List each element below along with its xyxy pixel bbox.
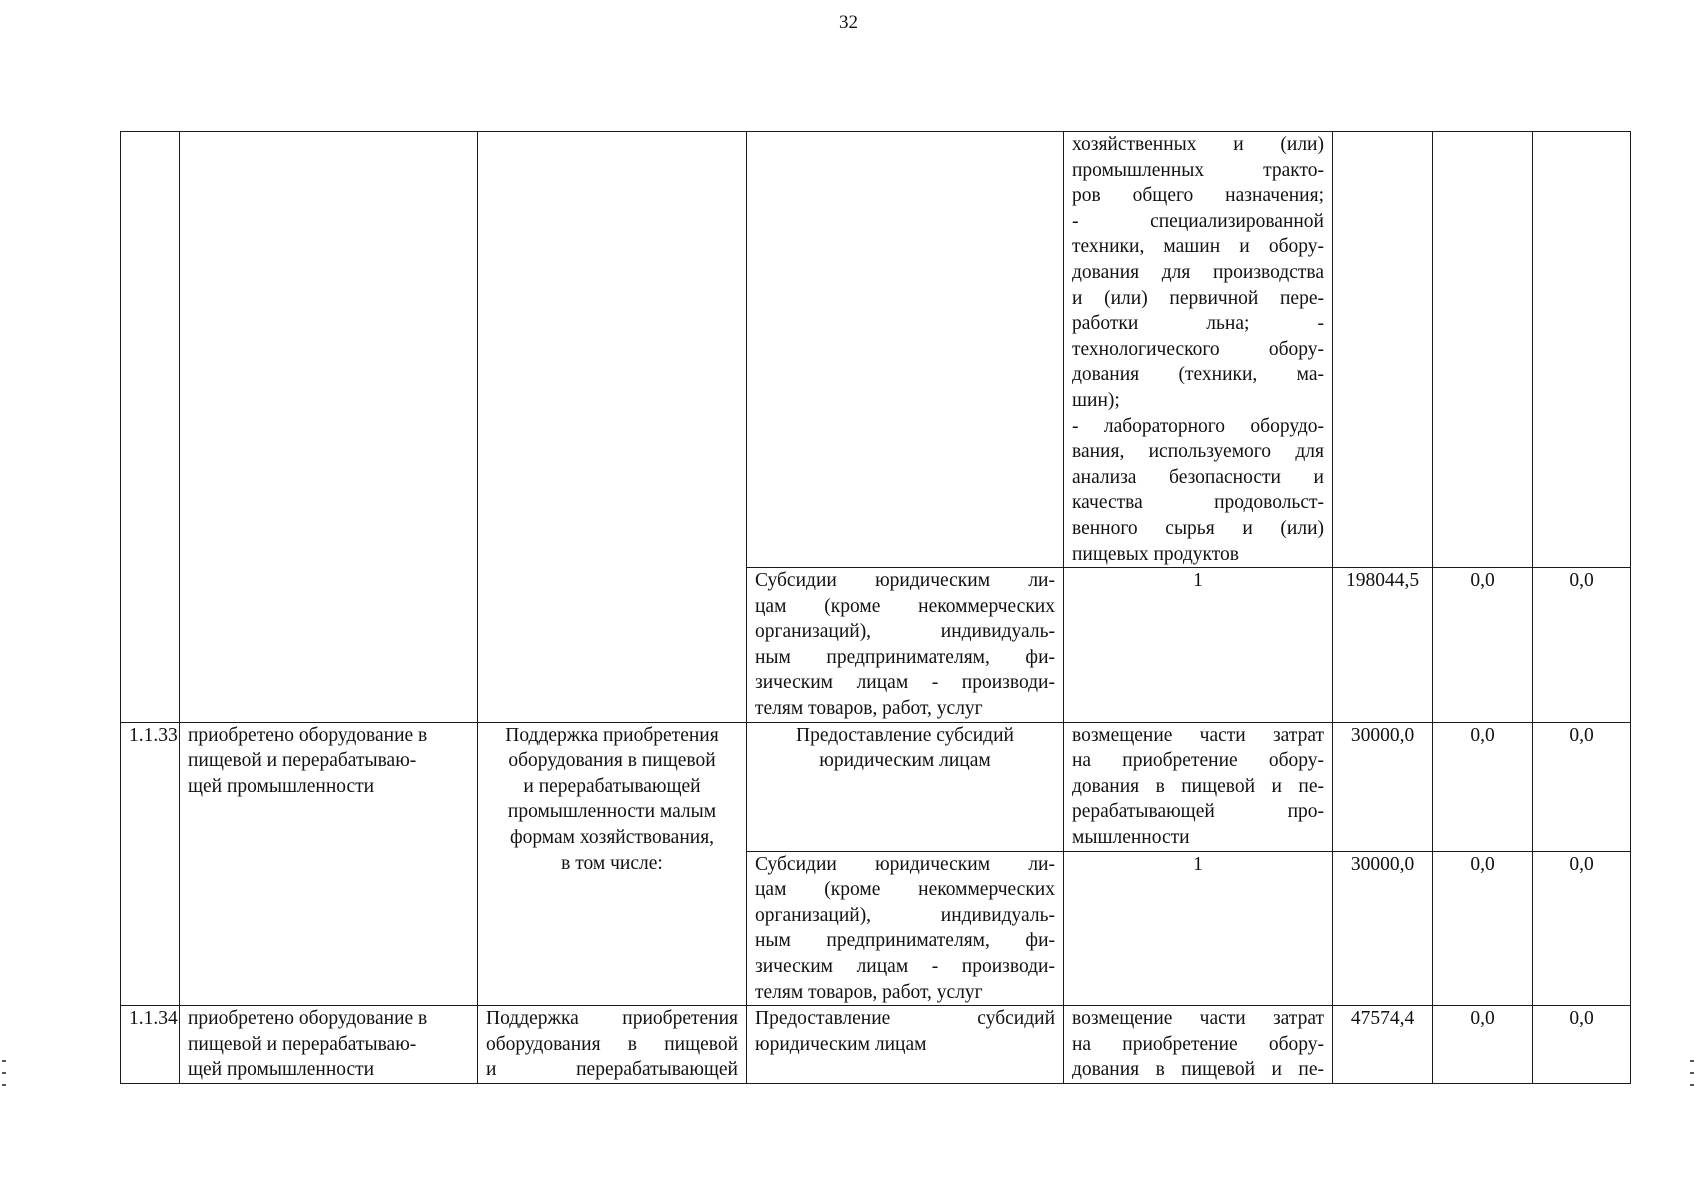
- cell-result: [180, 1006, 478, 1084]
- cell-val2-empty: [1433, 132, 1533, 568]
- table-row-1-1-34: [121, 1006, 1631, 1084]
- text-line: и (или) первичной пере-: [1072, 287, 1324, 309]
- text-line: анализа безопасности и: [1072, 466, 1324, 488]
- scan-mark: [1690, 1072, 1694, 1074]
- text-line: Поддержка приобретения: [486, 1008, 738, 1030]
- cell-purpose: [1064, 1006, 1333, 1084]
- text-line: техники, машин и обору-: [1072, 236, 1324, 258]
- cell-val3: 0,0: [1533, 722, 1631, 851]
- text-line: приобретено оборудование в: [188, 1008, 428, 1030]
- text-line: в том числе:: [561, 852, 663, 874]
- cell-result: [180, 722, 478, 1006]
- text-line: пищевой и перерабатываю-: [188, 1033, 417, 1055]
- table-row-1-1-33: [121, 722, 1631, 851]
- text-line: оборудования в пищевой: [508, 750, 716, 772]
- text-line: шин);: [1072, 389, 1120, 411]
- cell-measure: [478, 722, 747, 1006]
- text-line: дования для производства: [1072, 261, 1324, 283]
- scan-mark: [1690, 1084, 1694, 1086]
- text-line: вания, используемого для: [1072, 441, 1324, 463]
- text-line: рерабатывающей про-: [1072, 801, 1324, 823]
- text-line: дования (техники, ма-: [1072, 364, 1324, 386]
- text-line: телям товаров, работ, услуг: [755, 981, 983, 1003]
- text-line: юридическим лицам: [819, 750, 991, 772]
- cell-number: 1.1.34: [121, 1006, 180, 1084]
- cell-mechanism: [747, 722, 1064, 851]
- text-line: Субсидии юридическим ли-: [755, 570, 1055, 592]
- text-line: дования в пищевой и пе-: [1072, 775, 1324, 797]
- text-line: Предоставление субсидий: [755, 1008, 1055, 1030]
- cell-val2: 0,0: [1433, 722, 1533, 851]
- text-line: пищевой и перерабатываю-: [188, 750, 417, 772]
- text-line: ров общего назначения;: [1072, 185, 1324, 207]
- text-line: возмещение части затрат: [1072, 724, 1324, 746]
- cell-val2: 0,0: [1433, 568, 1533, 723]
- cell-recipient: [747, 851, 1064, 1006]
- program-table: [120, 131, 1631, 1084]
- cell-count: 1: [1064, 568, 1333, 723]
- text-line: промышленности малым: [507, 801, 717, 823]
- text-line: зическим лицам - производи-: [755, 956, 1055, 978]
- text-line: ным предпринимателям, фи-: [755, 646, 1055, 668]
- scan-mark: [2, 1084, 6, 1086]
- text-line: Предоставление субсидий: [796, 724, 1014, 746]
- cell-val3: 0,0: [1533, 1006, 1631, 1084]
- text-line: на приобретение обору-: [1072, 750, 1324, 772]
- scan-mark: [1690, 1060, 1694, 1062]
- text-line: технологического обору-: [1072, 338, 1324, 360]
- text-line: Субсидии юридическим ли-: [755, 853, 1055, 875]
- table-row-continuation: [121, 132, 1631, 568]
- text-line: Поддержка приобретения: [505, 724, 719, 746]
- text-line: щей промышленности: [188, 1059, 375, 1081]
- cell-val3-empty: [1533, 132, 1631, 568]
- scan-mark: [2, 1072, 6, 1074]
- text-line: оборудования в пищевой: [486, 1033, 738, 1055]
- text-line: зическим лицам - производи-: [755, 672, 1055, 694]
- text-line: цам (кроме некоммерческих: [755, 595, 1055, 617]
- text-line: ным предпринимателям, фи-: [755, 930, 1055, 952]
- text-line: хозяйственных и (или): [1072, 134, 1324, 155]
- text-line: организаций), индивидуаль-: [755, 621, 1055, 643]
- cell-val2: 0,0: [1433, 851, 1533, 1006]
- cell-purpose: [1064, 722, 1333, 851]
- cell-measure-empty: [478, 132, 747, 723]
- text-line: щей промышленности: [188, 775, 375, 797]
- cell-val3: 0,0: [1533, 851, 1631, 1006]
- text-line: венного сырья и (или): [1072, 517, 1324, 539]
- cell-number: 1.1.33: [121, 722, 180, 1006]
- text-line: приобретено оборудование в: [188, 724, 428, 746]
- text-line: возмещение части затрат: [1072, 1008, 1324, 1030]
- text-line: промышленных тракто-: [1072, 159, 1324, 181]
- cell-amount: 47574,4: [1333, 1006, 1433, 1084]
- cell-result-empty: [180, 132, 478, 723]
- text-line: дования в пищевой и пе-: [1072, 1059, 1324, 1081]
- cell-amount: 30000,0: [1333, 722, 1433, 851]
- text-line: и перерабатывающей: [523, 775, 701, 797]
- cell-recipient: [747, 568, 1064, 723]
- text-line: формам хозяйствования,: [509, 827, 715, 849]
- cell-amount-empty: [1333, 132, 1433, 568]
- cell-number-empty: [121, 132, 180, 723]
- text-line: на приобретение обору-: [1072, 1033, 1324, 1055]
- text-line: организаций), индивидуаль-: [755, 904, 1055, 926]
- text-line: юридическим лицам: [755, 1033, 927, 1055]
- scan-mark: [2, 1060, 6, 1062]
- cell-amount: 198044,5: [1333, 568, 1433, 723]
- cell-purpose-continuation: [1064, 132, 1333, 568]
- cell-count: 1: [1064, 851, 1333, 1006]
- text-line: качества продовольст-: [1072, 492, 1324, 514]
- text-line: пищевых продуктов: [1072, 543, 1239, 565]
- text-line: и перерабатывающей: [486, 1059, 738, 1081]
- cell-val2: 0,0: [1433, 1006, 1533, 1084]
- text-line: цам (кроме некоммерческих: [755, 879, 1055, 901]
- cell-mechanism: [747, 1006, 1064, 1084]
- text-line: телям товаров, работ, услуг: [755, 698, 983, 720]
- cell-val3: 0,0: [1533, 568, 1631, 723]
- text-line: работки льна; -: [1072, 313, 1324, 335]
- cell-amount: 30000,0: [1333, 851, 1433, 1006]
- text-line: - специализированной: [1072, 210, 1324, 232]
- page-number: 32: [839, 12, 858, 33]
- text-line: - лабораторного оборудо-: [1072, 415, 1324, 437]
- cell-measure: [478, 1006, 747, 1084]
- text-line: мышленности: [1072, 827, 1190, 849]
- cell-mechanism-empty: [747, 132, 1064, 568]
